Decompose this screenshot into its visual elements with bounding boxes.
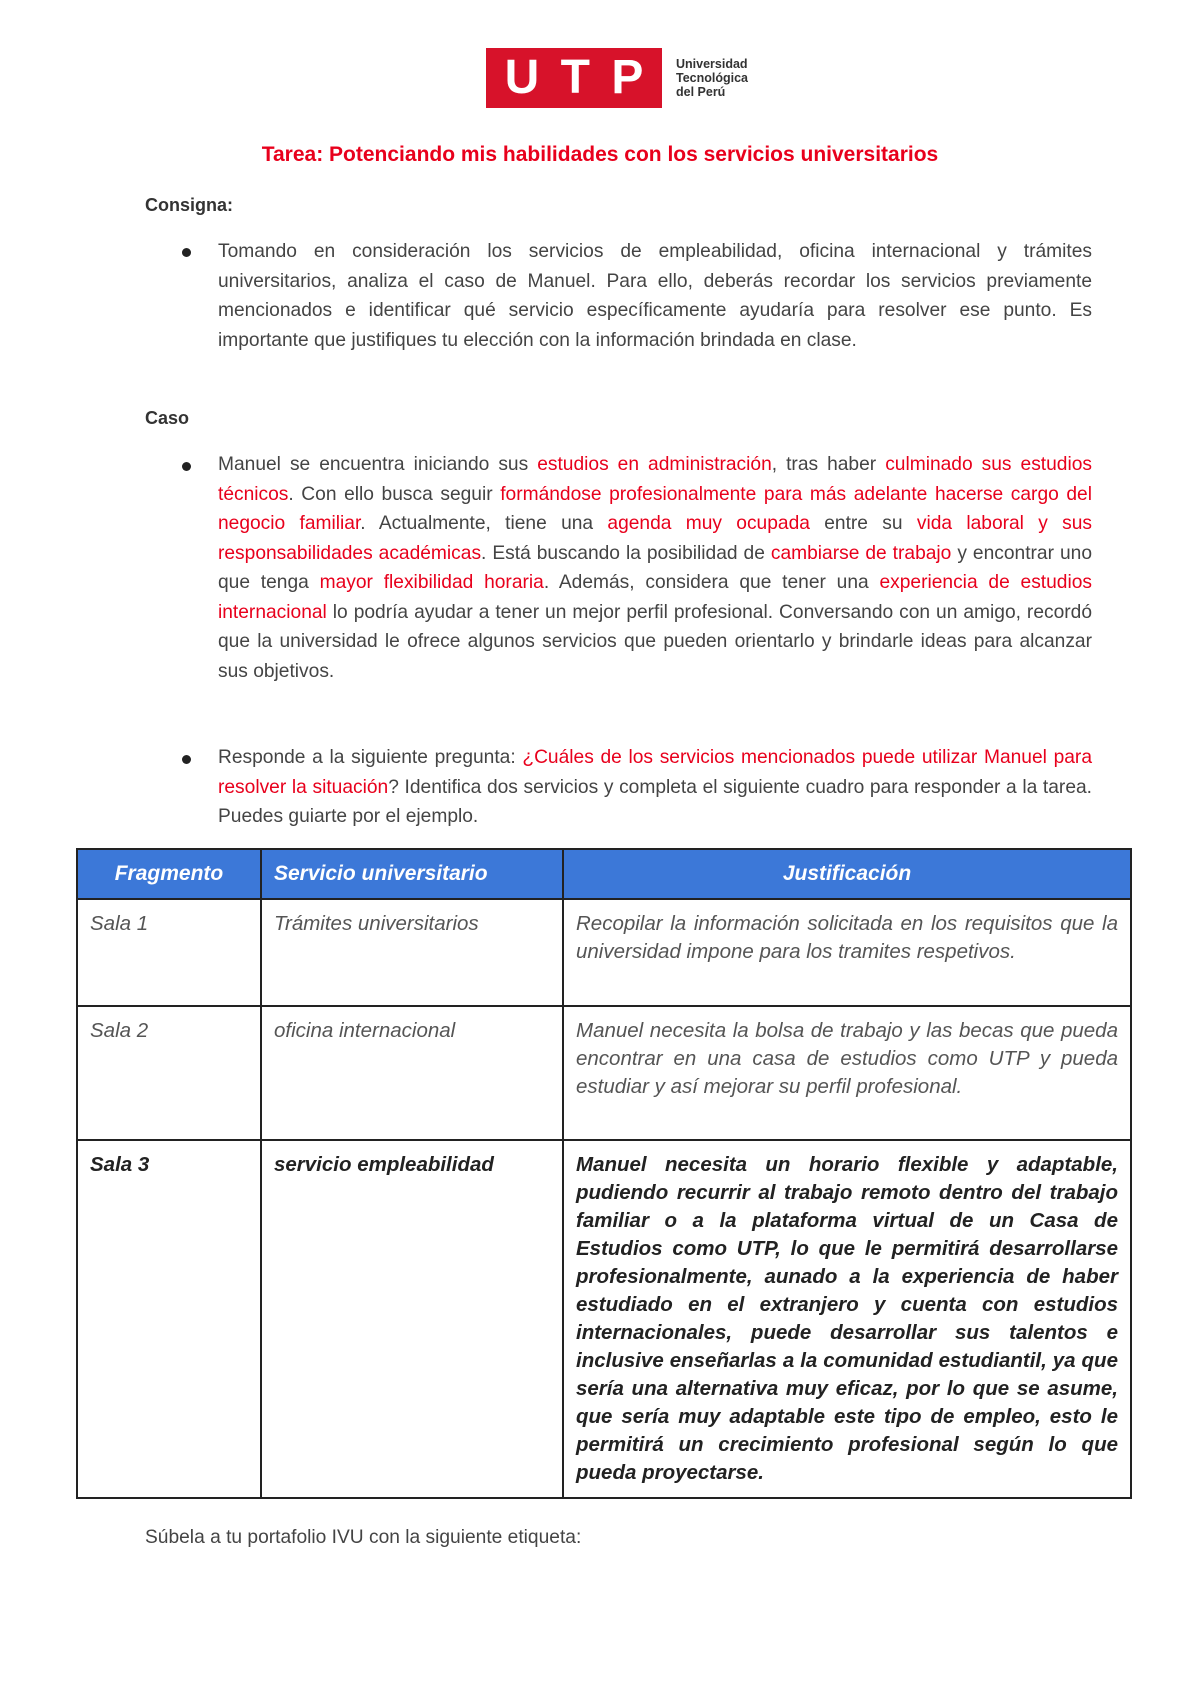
text-segment: ? Identifica dos servicios y completa el siguiente cuadro para responder a la tarea. Puedes guiarte por el ejemplo. xyxy=(218,776,1092,827)
bullet-icon xyxy=(182,755,191,764)
table-row xyxy=(77,1140,1131,1498)
consigna-text: Tomando en consideración los servicios de empleabilidad, oficina internacional y trámites universitarios, analiza el caso de Manuel. Para ello, deberás recordar los servicios previamente mencionados e identificar qué servicio específicamente ayudaría para resolver ese punto. Es importante que justifiques tu elección con la información brindada en clase. xyxy=(218,241,1092,351)
text-segment: y encontrar uno que tenga xyxy=(218,542,1092,593)
logo-university-name xyxy=(676,57,748,99)
text-segment: . Además, considera que tener una xyxy=(543,572,880,593)
highlight-text: agenda muy ocupada xyxy=(607,513,810,534)
bullet-icon xyxy=(182,462,191,471)
logo-letter-t: T xyxy=(560,51,590,104)
text-segment: entre su xyxy=(809,513,917,534)
table-row xyxy=(77,1006,1131,1140)
highlight-text: ¿Cuáles de los servicios mencionados puede utilizar Manuel para resolver la situación xyxy=(218,747,1092,798)
bullet-icon xyxy=(182,248,191,257)
caso-heading: Caso xyxy=(145,408,190,428)
logo-line: Universidad xyxy=(676,57,748,71)
text-segment: . Está buscando la posibilidad de xyxy=(481,542,771,564)
cell-justificacion: Manuel necesita la bolsa de trabajo y las becas que pueda encontrar en una casa de estudios como UTP y pueda estudiar y así mejorar su perfil profesional. xyxy=(563,1006,1131,1140)
footer-instruction: Súbela a tu portafolio IVU con la siguiente etiqueta: xyxy=(145,1527,582,1548)
cell-servicio: Trámites universitarios xyxy=(261,899,563,1006)
highlight-text: culminado sus estudios técnicos xyxy=(218,454,1092,505)
header-fragmento: Fragmento xyxy=(77,849,261,899)
cell-fragmento: Sala 1 xyxy=(77,899,261,1006)
utp-logo xyxy=(486,48,748,108)
highlight-text: experiencia de estudios internacional xyxy=(218,572,1092,623)
highlight-text: vida laboral y sus responsabilidades académicas xyxy=(218,513,1093,564)
highlight-text: cambiarse de trabajo xyxy=(770,542,952,564)
header-servicio: Servicio universitario xyxy=(261,849,563,899)
logo-letter-p: P xyxy=(611,51,644,104)
logo-letter-u: U xyxy=(504,51,540,104)
table-row xyxy=(77,899,1131,1006)
cell-servicio: oficina internacional xyxy=(261,1006,563,1140)
consigna-heading: Consigna: xyxy=(145,195,233,215)
text-segment: lo podría ayudar a tener un mejor perfil profesional. Conversando con un amigo, recordó que la universidad le ofrece algunos servicios que pueden orientarlo y brindarle ideas para alcanzar sus objetivos. xyxy=(218,601,1092,682)
logo-line: Tecnológica xyxy=(676,71,749,85)
header-justificacion: Justificación xyxy=(563,849,1131,899)
cell-fragmento: Sala 2 xyxy=(77,1006,261,1140)
cell-servicio: servicio empleabilidad xyxy=(261,1140,563,1498)
highlight-text: estudios en administración xyxy=(537,454,772,475)
services-table xyxy=(76,848,1132,1499)
logo-line: del Perú xyxy=(676,85,726,99)
caso-text xyxy=(218,450,1092,686)
table-header-row xyxy=(77,849,1131,899)
text-segment: . Actualmente, tiene una xyxy=(360,513,608,534)
cell-fragmento: Sala 3 xyxy=(77,1140,261,1498)
text-segment: , tras haber xyxy=(771,454,886,475)
text-segment: . Con ello busca seguir xyxy=(288,483,501,505)
text-segment: Manuel se encuentra iniciando sus xyxy=(218,454,538,475)
page-title: Tarea: Potenciando mis habilidades con los servicios universitarios xyxy=(261,143,939,166)
cell-justificacion: Recopilar la información solicitada en los requisitos que la universidad impone para los tramites respetivos. xyxy=(563,899,1131,1006)
utp-logo-mark xyxy=(486,48,662,108)
highlight-text: mayor flexibilidad horaria xyxy=(319,572,544,593)
highlight-text: formándose profesionalmente para más adelante hacerse cargo del negocio familiar xyxy=(218,483,1092,534)
cell-justificacion: Manuel necesita un horario flexible y adaptable, pudiendo recurrir al trabajo remoto dentro del trabajo familiar o a la plataforma virtual de un Casa de Estudios como UTP, lo que le permitirá desarrollarse profesionalmente, aunado a la experiencia de haber estudiado en el extranjero y cuenta con estudios internacionales, puede desarrollar sus talentos e inclusive enseñarlas a la comunidad estudiantil, ya que sería una alternativa muy eficaz, por lo que se asume, que sería muy adaptable este tipo de empleo, esto le permitirá un crecimiento profesional según lo que pueda proyectarse. xyxy=(563,1140,1131,1498)
text-segment: Responde a la siguiente pregunta: xyxy=(218,747,523,768)
question-text xyxy=(218,743,1092,832)
